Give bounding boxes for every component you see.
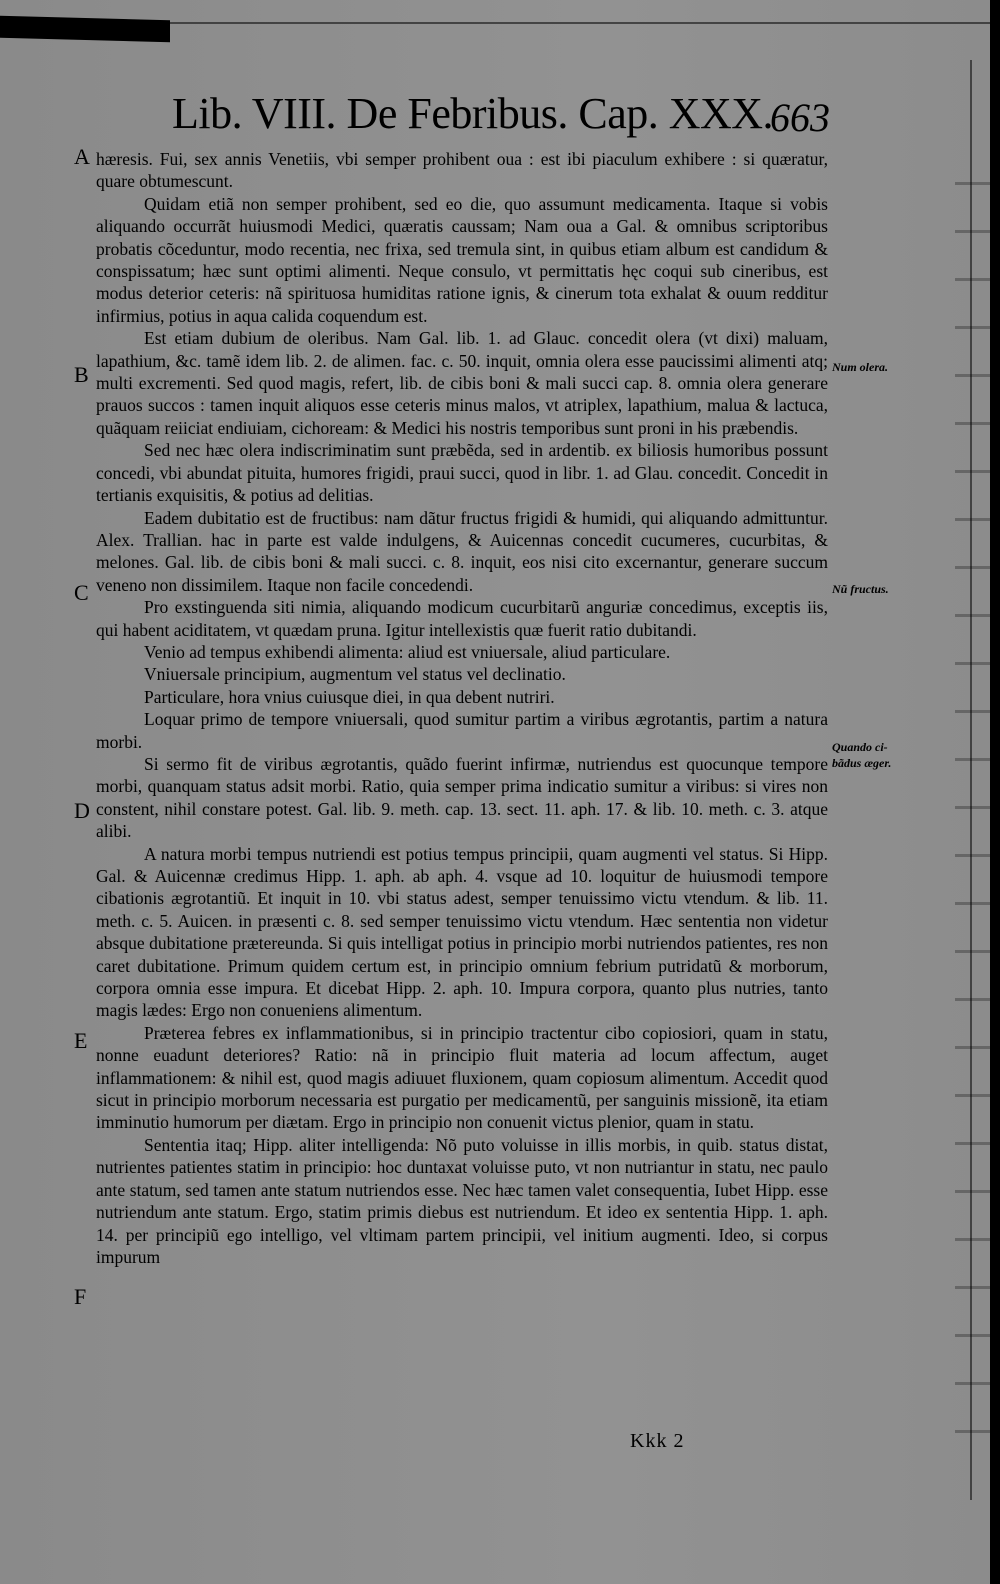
paragraph: Eadem dubitatio est de fructibus: nam dãtur fructus frigidi & humidi, qui aliquando admittuntur. Alex. Trallian. hac in parte est valde indulgens, & Auicennas concedit cucumeres, cucurbitas, & melones. Gal. lib. de cibis boni & mali succi. c. 8. inquit, eos nisi cito excernantur, generare succum veneno non dissimilem. Itaque non facile concedendi. <box>96 507 828 595</box>
margin-letter-f: F <box>74 1284 87 1309</box>
margin-letter-e: E <box>74 1028 88 1053</box>
page-top-rule <box>170 22 990 30</box>
paragraph: Præterea febres ex inflammationibus, si in principio tractentur cibo copiosiori, quam in statu, nonne euadunt deteriores? Ratio: nã in principio fluit materia ad locum affectum, auget inflammationem: & nihil est, quod magis adiuuet fluxionem, quam copiosum alimentum. Accedit quod sicut in principio morborum necessaria est purgatio per medicamentũ, per sanguinis missionẽ, ita etiam imminutio humorum per diætam. Ergo in principio non conuenit victus plenior, quam in statu. <box>96 1022 828 1133</box>
paragraph: Si sermo fit de viribus ægrotantis, quãdo fuerint infirmæ, nutriendus est quocunque tempore morbi, quanquam status adsit morbi. Ratio, quia semper prima indicatio sumitur a viribus: si vires non constent, nihil constare potest. Gal. lib. 9. meth. cap. 13. sect. 11. aph. 17. & lib. 10. meth. c. 3. atque alibi. <box>96 753 828 842</box>
paragraph: Est etiam dubium de oleribus. Nam Gal. lib. 1. ad Glauc. concedit olera (vt dixi) maluam, lapathium, &c. tamẽ idem lib. 2. de alimen. fac. c. 50. inquit, omnia olera esse paucissimi alimenti atq; multi excrementi. Sed quod magis, refert, lib. de cibis boni & mali succi cap. 8. omnia olera generare prauos succos : tamen inquit aliquos esse ceteris minus malos, vt atriplex, lapathium, malua & lactuca, quãquam reiiciat endiuiam, cichoream: & Medici his nostris temporibus sunt proni in his præbendis. <box>96 328 828 438</box>
body-text <box>96 148 828 1268</box>
margin-letter-d: D <box>74 798 90 823</box>
paragraph: Venio ad tempus exhibendi alimenta: aliud est vniuersale, aliud particulare. <box>144 641 671 662</box>
paragraph: Sententia itaq; Hipp. aliter intelligenda: Nõ puto voluisse in illis morbis, in quib. status distat, nutrientes patientes statim in principio: hoc duntaxat voluisse puto, vt non nutriantur in statu, nec paulo ante statum, sed tamen ante statum nutriendos esse. Nec hæc tamen valet consequentia, Iubet Hipp. esse nutriendum ante statum. Ergo, statim primis diebus est nutriendum. Et ideo ex sententia Hipp. 1. aph. 14. per principiũ ego intelligo, vel vltimam partem principii, vel initium augmenti. Ideo, si corpus impurum <box>96 1134 828 1267</box>
running-header: Lib. VIII. De Febribus. Cap. XXX. <box>172 89 774 138</box>
margin-note-quando: Quando ci- <box>832 740 888 754</box>
margin-letter-c: C <box>74 580 89 605</box>
paragraph: Pro exstinguenda siti nimia, aliquando modicum cucurbitarũ anguriæ concedimus, exceptis iis, qui habent aciditatem, vt quædam pruna. Igitur intellexistis quæ fuerit ratio dubitandi. <box>96 597 828 640</box>
page-edge-right <box>990 0 1000 1584</box>
paragraph: Sed nec hæc olera indiscriminatim sunt præbẽda, sed in ardentib. ex biliosis humoribus possunt concedi, vbi abundat pituita, humores frigidi, praui succi, quod in libr. 1. ad Glau. concedit. Concedit in tertianis exquisitis, & potius ad delitias. <box>96 440 828 506</box>
margin-letter-b: B <box>74 362 89 387</box>
margin-note-aeger: bãdus æger. <box>832 756 892 770</box>
paragraph: Quidam etiã non semper prohibent, sed eo die, quo assumunt medicamenta. Itaque si vobis aliquando occurrãt huiusmodi Medici, quæratis caussam; Nam oua a Gal. & omnibus scriptoribus probatis cõceduntur, modo recentia, nec frixa, sed tremula sint, in quibus etiam album est candidum & conspissatum; hæc sunt optimi alimenti. Neque consulo, vt permittatis hęc coqui sub cineribus, est modus deterior ceteris: nã spirituosa humiditas ratione ignis, & cinerum tota exhalat & ouum redditur infirmius, potius in aqua calida coquendum est. <box>96 193 828 326</box>
paragraph: A natura morbi tempus nutriendi est potius tempus principii, quam augmenti vel status. Si Hipp. Gal. & Auicennæ credimus Hipp. 1. aph. ab aph. 4. vsque ad 10. loquitur de huiusmodi tempore cibationis ægrotantiũ. Et inquit in 10. vbi status adest, semper tenuissimo victu vtendum. & lib. 11. meth. c. 5. Auicen. in præsenti c. 8. sed semper tenuissimo victu vtendum. Hæc sententia non videtur absque dubitatione prætereunda. Si quis intelligat potius in principio morbi nutriendos patientes, res non caret dubitatione. Primum quidem certum est, in principio omnium febrium putridatũ & morborum, corpora omnia esse impura. Et dicebat Hipp. 2. aph. 10. Impura corpora, quanto plus nutries, tanto magis lædes: Ergo non conueniens alimentum. <box>96 843 828 1021</box>
paragraph: hæresis. Fui, sex annis Venetiis, vbi semper prohibent oua : est ibi piaculum exhibere : si quæratur, quare obtumescunt. <box>96 149 828 192</box>
paragraph: Vniuersale principium, augmentum vel status vel declinatio. <box>144 664 566 685</box>
margin-note-fructus: Nũ fructus. <box>832 582 889 596</box>
folio-number: 663 <box>770 95 830 140</box>
binding-marks <box>955 160 995 1460</box>
page-edge-shadow <box>0 16 170 42</box>
margin-letter-a: A <box>74 144 90 169</box>
paragraph: Particulare, hora vnius cuiusque diei, in qua debent nutriri. <box>144 686 555 707</box>
paragraph: Loquar primo de tempore vniuersali, quod sumitur partim a viribus ægrotantis, partim a natura morbi. <box>96 709 828 752</box>
margin-note-olera: Num olera. <box>832 360 889 374</box>
signature-mark: Kkk 2 <box>630 1430 685 1452</box>
